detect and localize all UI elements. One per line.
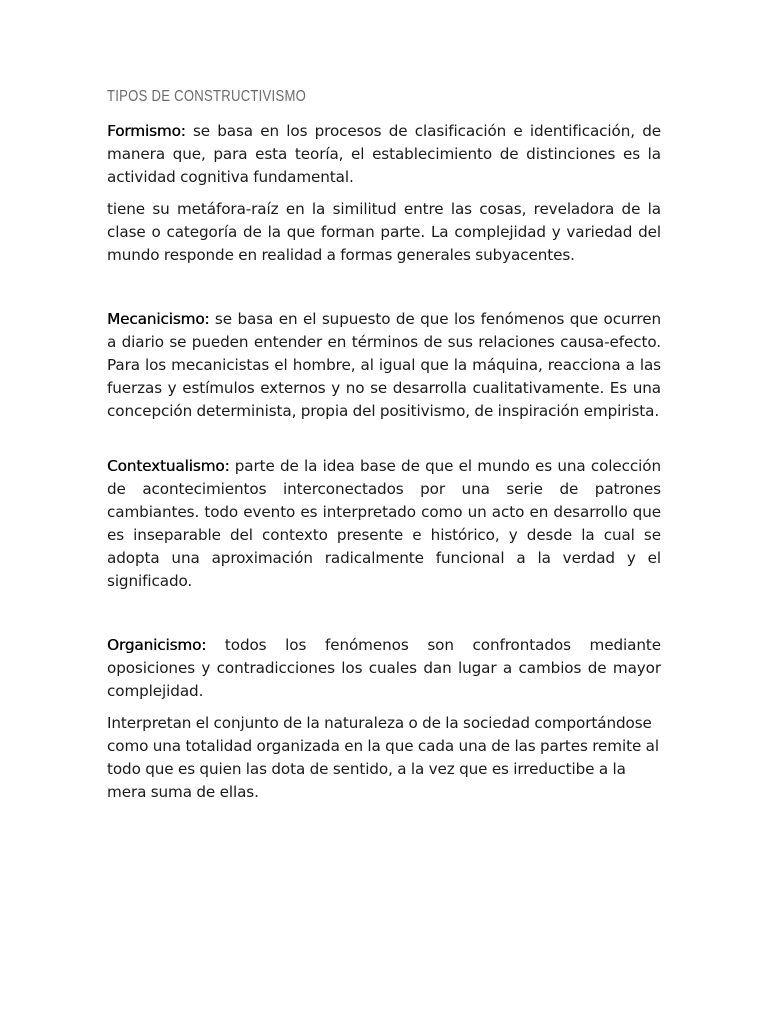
document-page (107, 88, 661, 804)
contextualismo-term: Contextualismo: (107, 457, 230, 475)
organicismo-paragraph (107, 634, 661, 703)
organicismo-text: todos los fenómenos son confrontados mediante oposiciones y contradicciones los cuales dan lugar a cambios de mayor complejidad. (107, 636, 661, 700)
mecanicismo-text: se basa en el supuesto de que los fenómenos que ocurren a diario se pueden entender en términos de sus relaciones causa-efecto. Para los mecanicistas el hombre, al igual que la máquina, reacciona a las fuerzas y estímulos externos y no se desarrolla cualitativamente. Es una concepción determinista, propia del positivismo, de inspiración empirista. (107, 310, 661, 420)
contextualismo-text: parte de la idea base de que el mundo es una colección de acontecimientos interconectados por una serie de patrones cambiantes. todo evento es interpretado como un acto en desarrollo que es inseparable del contexto presente e histórico, y desde la cual se adopta una aproximación radicalmente funcional a la verdad y el significado. (107, 457, 661, 590)
document-heading: TIPOS DE CONSTRUCTIVISMO (107, 88, 307, 105)
formismo-term: Formismo: (107, 122, 186, 140)
contextualismo-paragraph (107, 455, 661, 593)
organicismo-term: Organicismo: (107, 636, 207, 654)
formismo-extra-paragraph: tiene su metáfora-raíz en la similitud entre las cosas, reveladora de la clase o categoría de la que forman parte. La complejidad y variedad del mundo responde en realidad a formas generales subyacentes. (107, 200, 661, 264)
mecanicismo-paragraph (107, 308, 661, 423)
formismo-text: se basa en los procesos de clasificación e identificación, de manera que, para esta teoría, el establecimiento de distinciones es la actividad cognitiva fundamental. (107, 122, 661, 186)
organicismo-extra-paragraph: Interpretan el conjunto de la naturaleza o de la sociedad comportándose como una totalidad organizada en la que cada una de las partes remite al todo que es quien las dota de sentido, a la vez que es irreductibe a la mera suma de ellas. (107, 714, 659, 801)
formismo-paragraph (107, 120, 661, 189)
mecanicismo-term: Mecanicismo: (107, 310, 210, 328)
